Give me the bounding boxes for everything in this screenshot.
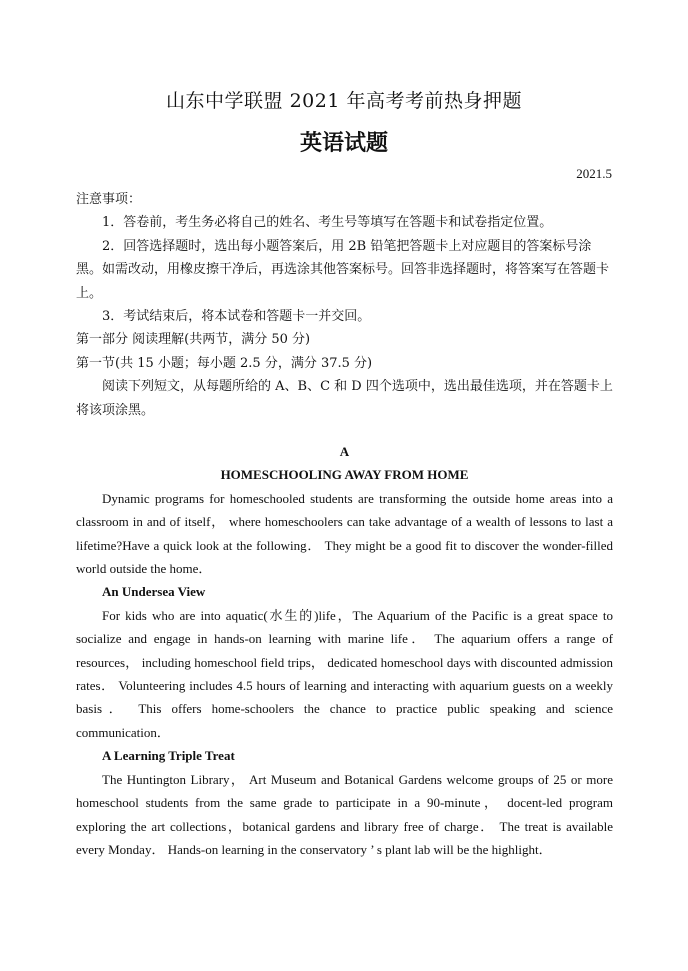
reading-instruction: 阅读下列短文，从每题所给的 A、B、C 和 D 四个选项中，选出最佳选项，并在答题卡上将该项涂黑。 <box>76 379 613 418</box>
subsection-text-undersea: For kids who are into aquatic(水生的)life，The Aquarium of the Pacific is a great space to socialize and engage in hands-on learning with marine life． The aquarium offers a range of resources， including homeschool field trips， dedicated homeschool days with discounted admission rates． Volunteering includes 4.5 hours of learning and interacting with aquarium guests on a weekly basis． This offers home-schoolers the chance to practice public speaking and science communication． <box>76 607 613 740</box>
subsection-text-triple-treat: The Huntington Library， Art Museum and Botanical Gardens welcome groups of 25 or more homeschool students from the same grade to participate in a 90-minute， docent-led program exploring the art collections，botanical gardens and library free of charge． The treat is available every Monday． Hands-on learning in the conservatory ’ s plant lab will be the highlight． <box>76 771 613 857</box>
subsection-title-undersea: An Undersea View <box>102 584 206 600</box>
passage-letter: A <box>339 444 350 459</box>
note-item-2: 2．回答选择题时，选出每小题答案后，用 2B 铅笔把答题卡上对应题目的答案标号涂黑。如需改动，用橡皮擦干净后，再选涂其他答案标号。回答非选择题时，将答案写在答题卡上。 <box>76 238 610 301</box>
exam-date: 2021.5 <box>576 166 612 181</box>
subject-title: 英语试题 <box>299 130 388 156</box>
subsection-title-triple-treat: A Learning Triple Treat <box>102 748 235 764</box>
notes-heading: 注意事项： <box>76 192 142 207</box>
section1-heading: 第一节(共 15 小题；每小题 2.5 分，满分 37.5 分) <box>76 355 373 371</box>
passage-title: HOMESCHOOLING AWAY FROM HOME <box>220 467 469 483</box>
note-item-3: 3．考试结束后，将本试卷和答题卡一并交回。 <box>102 309 371 325</box>
passage-intro: Dynamic programs for homeschooled students are transforming the outside home areas into a classroom in and of itself， where homeschoolers can take advantage of a wealth of lessons to last a lifetime?Have a quick look at the following． They might be a good fit to discover the wonder-filled world outside the home． <box>76 490 613 577</box>
part1-heading: 第一部分 阅读理解(共两节，满分 50 分) <box>76 332 311 348</box>
exam-title: 山东中学联盟 2021 年高考考前热身押题 <box>166 90 522 112</box>
passage-a <box>76 440 613 861</box>
notes-section <box>76 188 613 422</box>
note-item-1: 1．答卷前，考生务必将自己的姓名、考生号等填写在答题卡和试卷指定位置。 <box>102 215 553 231</box>
